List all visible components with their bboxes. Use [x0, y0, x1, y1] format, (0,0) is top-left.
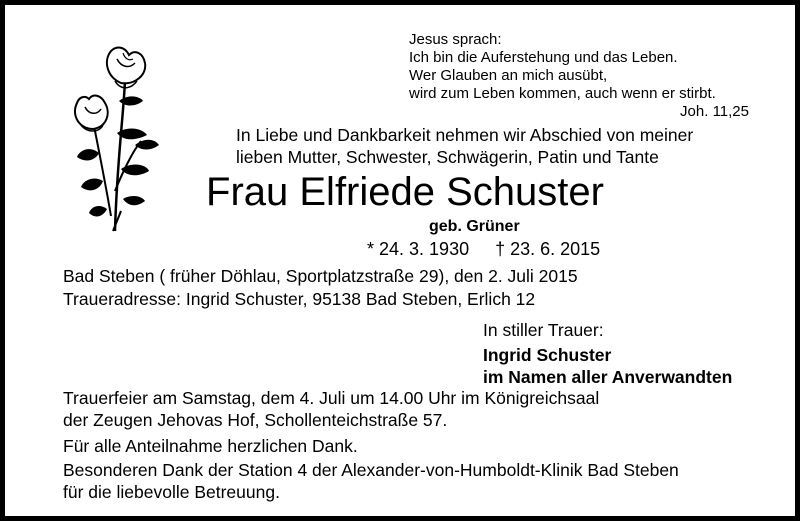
mourners-block — [483, 319, 732, 388]
thanks-line: für die liebevolle Betreuung. — [63, 482, 280, 502]
verse-line: Wer Glauben an mich ausübt, — [409, 67, 608, 84]
thanks-text — [63, 435, 679, 503]
verse-reference: Joh. 11,25 — [680, 103, 749, 120]
place-date-line: Bad Steben ( früher Döhlau, Sportplatzstraße 29), den 2. Juli 2015 — [63, 266, 578, 286]
life-dates — [367, 238, 600, 260]
place-and-address — [63, 265, 578, 311]
mourning-address: Traueradresse: Ingrid Schuster, 95138 Bad Steben, Erlich 12 — [63, 289, 536, 309]
birth-date: * 24. 3. 1930 — [367, 239, 470, 259]
mourner-relatives: im Namen aller Anverwandten — [483, 367, 733, 387]
deceased-name: Frau Elfriede Schuster — [206, 170, 604, 214]
thanks-line: Für alle Anteilnahme herzlichen Dank. — [63, 436, 358, 456]
intro-line: In Liebe und Dankbarkeit nehmen wir Abschied von meiner — [236, 125, 694, 145]
service-line: Trauerfeier am Samstag, dem 4. Juli um 14.00 Uhr im Königreichsaal — [63, 388, 600, 408]
mourner-name: Ingrid Schuster — [483, 345, 612, 365]
verse-line: wird zum Leben kommen, auch wenn er stirbt. — [409, 85, 716, 102]
service-line: der Zeugen Jehovas Hof, Schollenteichstraße 57. — [63, 410, 448, 430]
verse-line: Ich bin die Auferstehung und das Leben. — [409, 49, 678, 66]
death-date: † 23. 6. 2015 — [495, 239, 601, 259]
thanks-line: Besonderen Dank der Station 4 der Alexander-von-Humboldt-Klinik Bad Steben — [63, 460, 679, 480]
birth-name: geb. Grüner — [429, 218, 520, 235]
mourners-label: In stiller Trauer: — [483, 320, 604, 340]
verse-line: Jesus sprach: — [409, 31, 502, 48]
bible-verse — [409, 31, 749, 121]
funeral-service-info — [63, 387, 599, 431]
intro-text — [236, 124, 693, 168]
intro-line: lieben Mutter, Schwester, Schwägerin, Patin und Tante — [236, 147, 659, 167]
